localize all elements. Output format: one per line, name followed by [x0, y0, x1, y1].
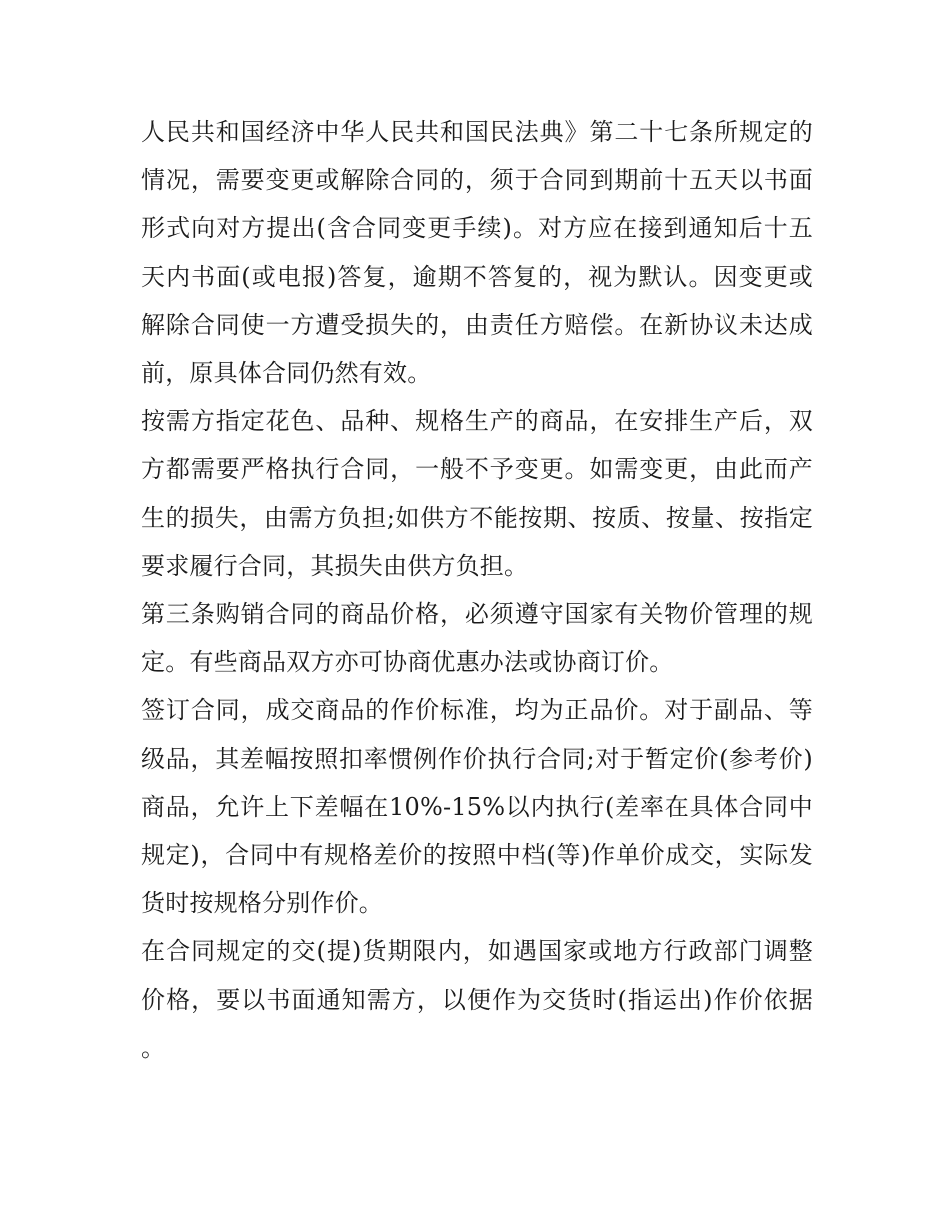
- paragraph-contract-change: 人民共和国经济中华人民共和国民法典》第二十七条所规定的情况，需要变更或解除合同的，须于合同到期前十五天以书面形式向对方提出(含合同变更手续)。对方应在接到通知后十五天内书面(或电报)答复，逾期不答复的，视为默认。因变更或解除合同使一方遭受损失的，由责任方赔偿。在新协议未达成前，原具体合同仍然有效。: [141, 118, 813, 388]
- paragraph-pricing-standard: 签订合同，成交商品的作价标准，均为正品价。对于副品、等级品，其差幅按照扣率惯例作价执行合同;对于暂定价(参考价)商品，允许上下差幅在10%-15%以内执行(差率在具体合同中规定)，合同中有规格差价的按照中档(等)作单价成交，实际发货时按规格分别作价。: [141, 696, 813, 918]
- paragraph-specified-goods: 按需方指定花色、品种、规格生产的商品，在安排生产后，双方都需要严格执行合同，一般不予变更。如需变更，由此而产生的损失，由需方负担;如供方不能按期、按质、按量、按指定要求履行合同，其损失由供方负担。: [141, 407, 813, 580]
- paragraph-article-three-pricing: 第三条购销合同的商品价格，必须遵守国家有关物价管理的规定。有些商品双方亦可协商优惠办法或协商订价。: [141, 600, 813, 677]
- document-body: [141, 108, 813, 1072]
- paragraph-price-adjustment: 在合同规定的交(提)货期限内，如遇国家或地方行政部门调整价格，要以书面通知需方，以便作为交货时(指运出)作价依据。: [141, 937, 813, 1062]
